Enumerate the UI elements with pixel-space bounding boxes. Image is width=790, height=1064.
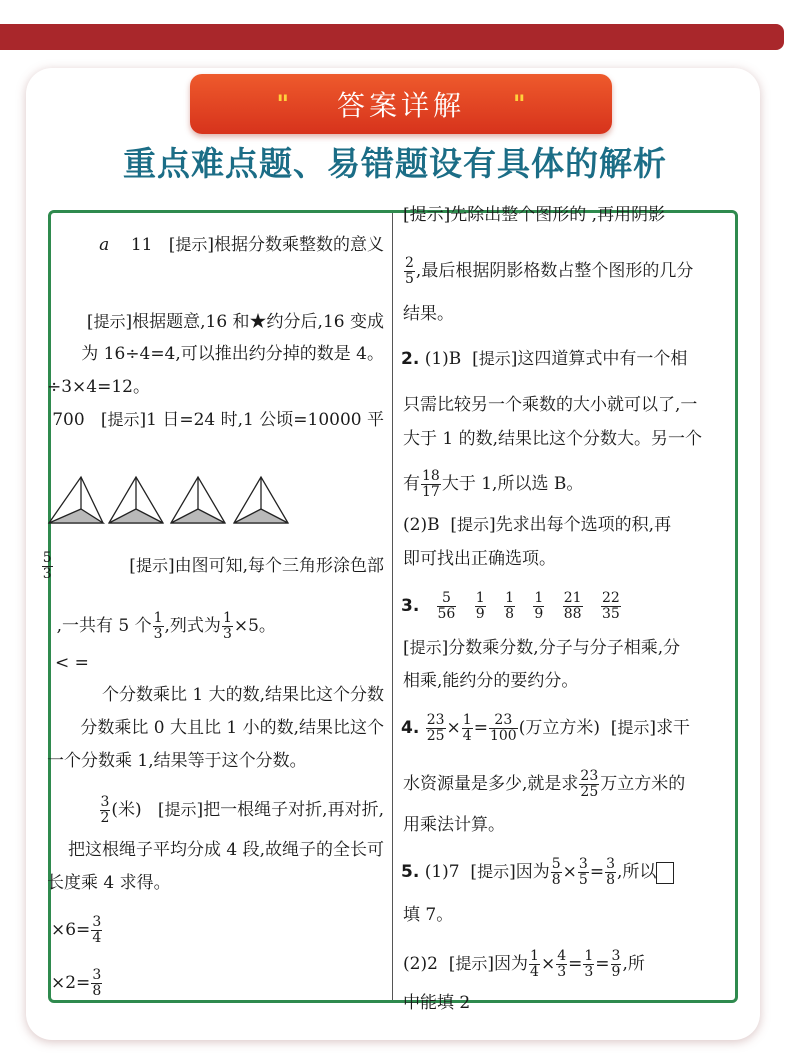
top-banner-bar [0,24,784,50]
fraction: $\frac{18}{17}$ [422,468,440,500]
text-line: ×2= $\frac{3}{8}$ [51,967,102,999]
fraction: $\frac{1}{3}$ [153,610,163,642]
fraction: $\frac{2}{5}$ [405,255,414,287]
fraction: $\frac{5}{3}$ [42,550,52,582]
fraction: $\frac{1}{3}$ [584,948,594,980]
text-line: [提示]分数乘分数,分子与分子相乘,分 [403,638,681,658]
fraction: $\frac{22}{35}$ [601,590,620,622]
text-line: 700 [提示]1 日=24 时,1 公顷=10000 平 [52,410,384,430]
text-line: ÷3×4=12。 [47,377,150,397]
text-line: 4. $\frac{23}{25}$ × $\frac{1}{4}$ = $\frac{23}{100}$ (万立方米) [提示]求干 [401,712,691,744]
fraction: $\frac{1}{3}$ [222,610,232,642]
text-line: 为 16÷4=4,可以推出约分掉的数是 4。 [81,344,384,364]
text-line: 即可找出正确选项。 [403,549,556,569]
text-line: $\frac{2}{5}$ ,最后根据阴影格数占整个图形的几分 [405,255,694,287]
text-line: 5. (1)7 [提示]因为 $\frac{5}{8}$ × $\frac{3}{5}$ = $\frac{3}{8}$ ,所以 [401,857,674,888]
quote-mark-left: " [276,90,289,118]
text-line: [提示]先除出整个图形的 ,再用阴影 [403,205,666,225]
text-line: 结果。 [403,304,454,324]
shaded-triangles-figure [51,475,391,531]
text-line: 填 7。 [403,905,454,925]
text-line: [提示]根据题意,16 和★约分后,16 变成 [86,312,384,332]
text-line: 分数乘比 0 大且比 1 小的数,结果比这个 [80,718,384,738]
fraction: $\frac{3}{4}$ [92,914,102,946]
fraction: $\frac{5}{56}$ [437,590,456,622]
text-line: 2. (1)B [提示]这四道算式中有一个相 [401,349,688,369]
fraction: $\frac{23}{100}$ [489,712,517,744]
quote-mark-right: " [513,90,526,118]
text-line: 有 $\frac{18}{17}$ 大于 1,所以选 B。 [403,468,584,500]
text-line: < = [55,653,89,673]
text-line: 3. $\frac{5}{56}$ $\frac{1}{9}$ $\frac{1}{8}$ $\frac{1}{9}$ $\frac{21}{88}$ $\frac{22}{35}$ [401,590,620,622]
fraction: $\frac{23}{25}$ [580,768,599,800]
text-line: $\frac{3}{2}$ (米) [提示]把一根绳子对折,再对折, [100,794,384,826]
text-line: 把这根绳子平均分成 4 段,故绳子的全长可 [67,840,384,860]
fraction: $\frac{3}{9}$ [611,948,621,980]
subtitle: 重点难点题、易错题设有具体的解析 [123,144,667,183]
text-line: ,一共有 5 个 $\frac{1}{3}$ ,列式为 $\frac{1}{3}$ ×5。 [56,610,276,642]
triangle-shape [49,477,103,523]
text-line: (2)2 [提示]因为 $\frac{1}{4}$ × $\frac{4}{3}$ = $\frac{1}{3}$ = $\frac{3}{9}$ ,所 [403,948,645,980]
text-line: (2)B [提示]先求出每个选项的积,再 [403,515,672,535]
right-column [392,205,738,1013]
triangle-shape [171,477,225,523]
fraction: $\frac{1}{8}$ [505,590,514,622]
text-line: 长度乘 4 求得。 [47,873,171,893]
text-line: 大于 1 的数,结果比这个分数大。另一个 [403,429,703,449]
fraction: $\frac{4}{3}$ [557,948,567,980]
text-line: 一个分数乘 1,结果等于这个分数。 [47,751,307,771]
answer-banner [190,74,612,134]
fraction: $\frac{1}{9}$ [534,590,544,622]
text-line: ×6= $\frac{3}{4}$ [51,914,102,946]
fraction: $\frac{23}{25}$ [426,712,445,744]
text-line: 只需比较另一个乘数的大小就可以了,一 [403,395,698,415]
fraction: $\frac{3}{2}$ [100,794,110,826]
blank-box [656,862,674,884]
text-line: 中能填 2 [403,993,471,1013]
text-line: 水资源量是多少,就是求 $\frac{23}{25}$ 万立方米的 [403,768,686,800]
text-line: 用乘法计算。 [403,815,505,835]
answer-document [42,205,738,1013]
fraction: $\frac{1}{4}$ [530,948,539,980]
text-line: a 11 [提示]根据分数乘整数的意义 [99,235,384,255]
fraction: $\frac{1}{9}$ [475,590,485,622]
fraction: $\frac{1}{4}$ [462,712,472,744]
text-line: 个分数乘比 1 大的数,结果比这个分数 [101,685,384,705]
triangle-shape [234,477,288,523]
fraction: $\frac{21}{88}$ [563,590,582,622]
text-line: 相乘,能约分的要约分。 [403,671,579,691]
fraction: $\frac{3}{8}$ [606,856,615,888]
banner-title: 答案详解 [336,89,465,122]
fraction: $\frac{5}{8}$ [551,856,561,888]
fraction: $\frac{3}{5}$ [578,856,588,888]
fraction: $\frac{3}{8}$ [92,967,102,999]
triangle-shape [109,477,163,523]
text-line: $\frac{5}{3}$ [提示]由图可知,每个三角形涂色部 [42,550,384,582]
left-column [42,213,391,1000]
